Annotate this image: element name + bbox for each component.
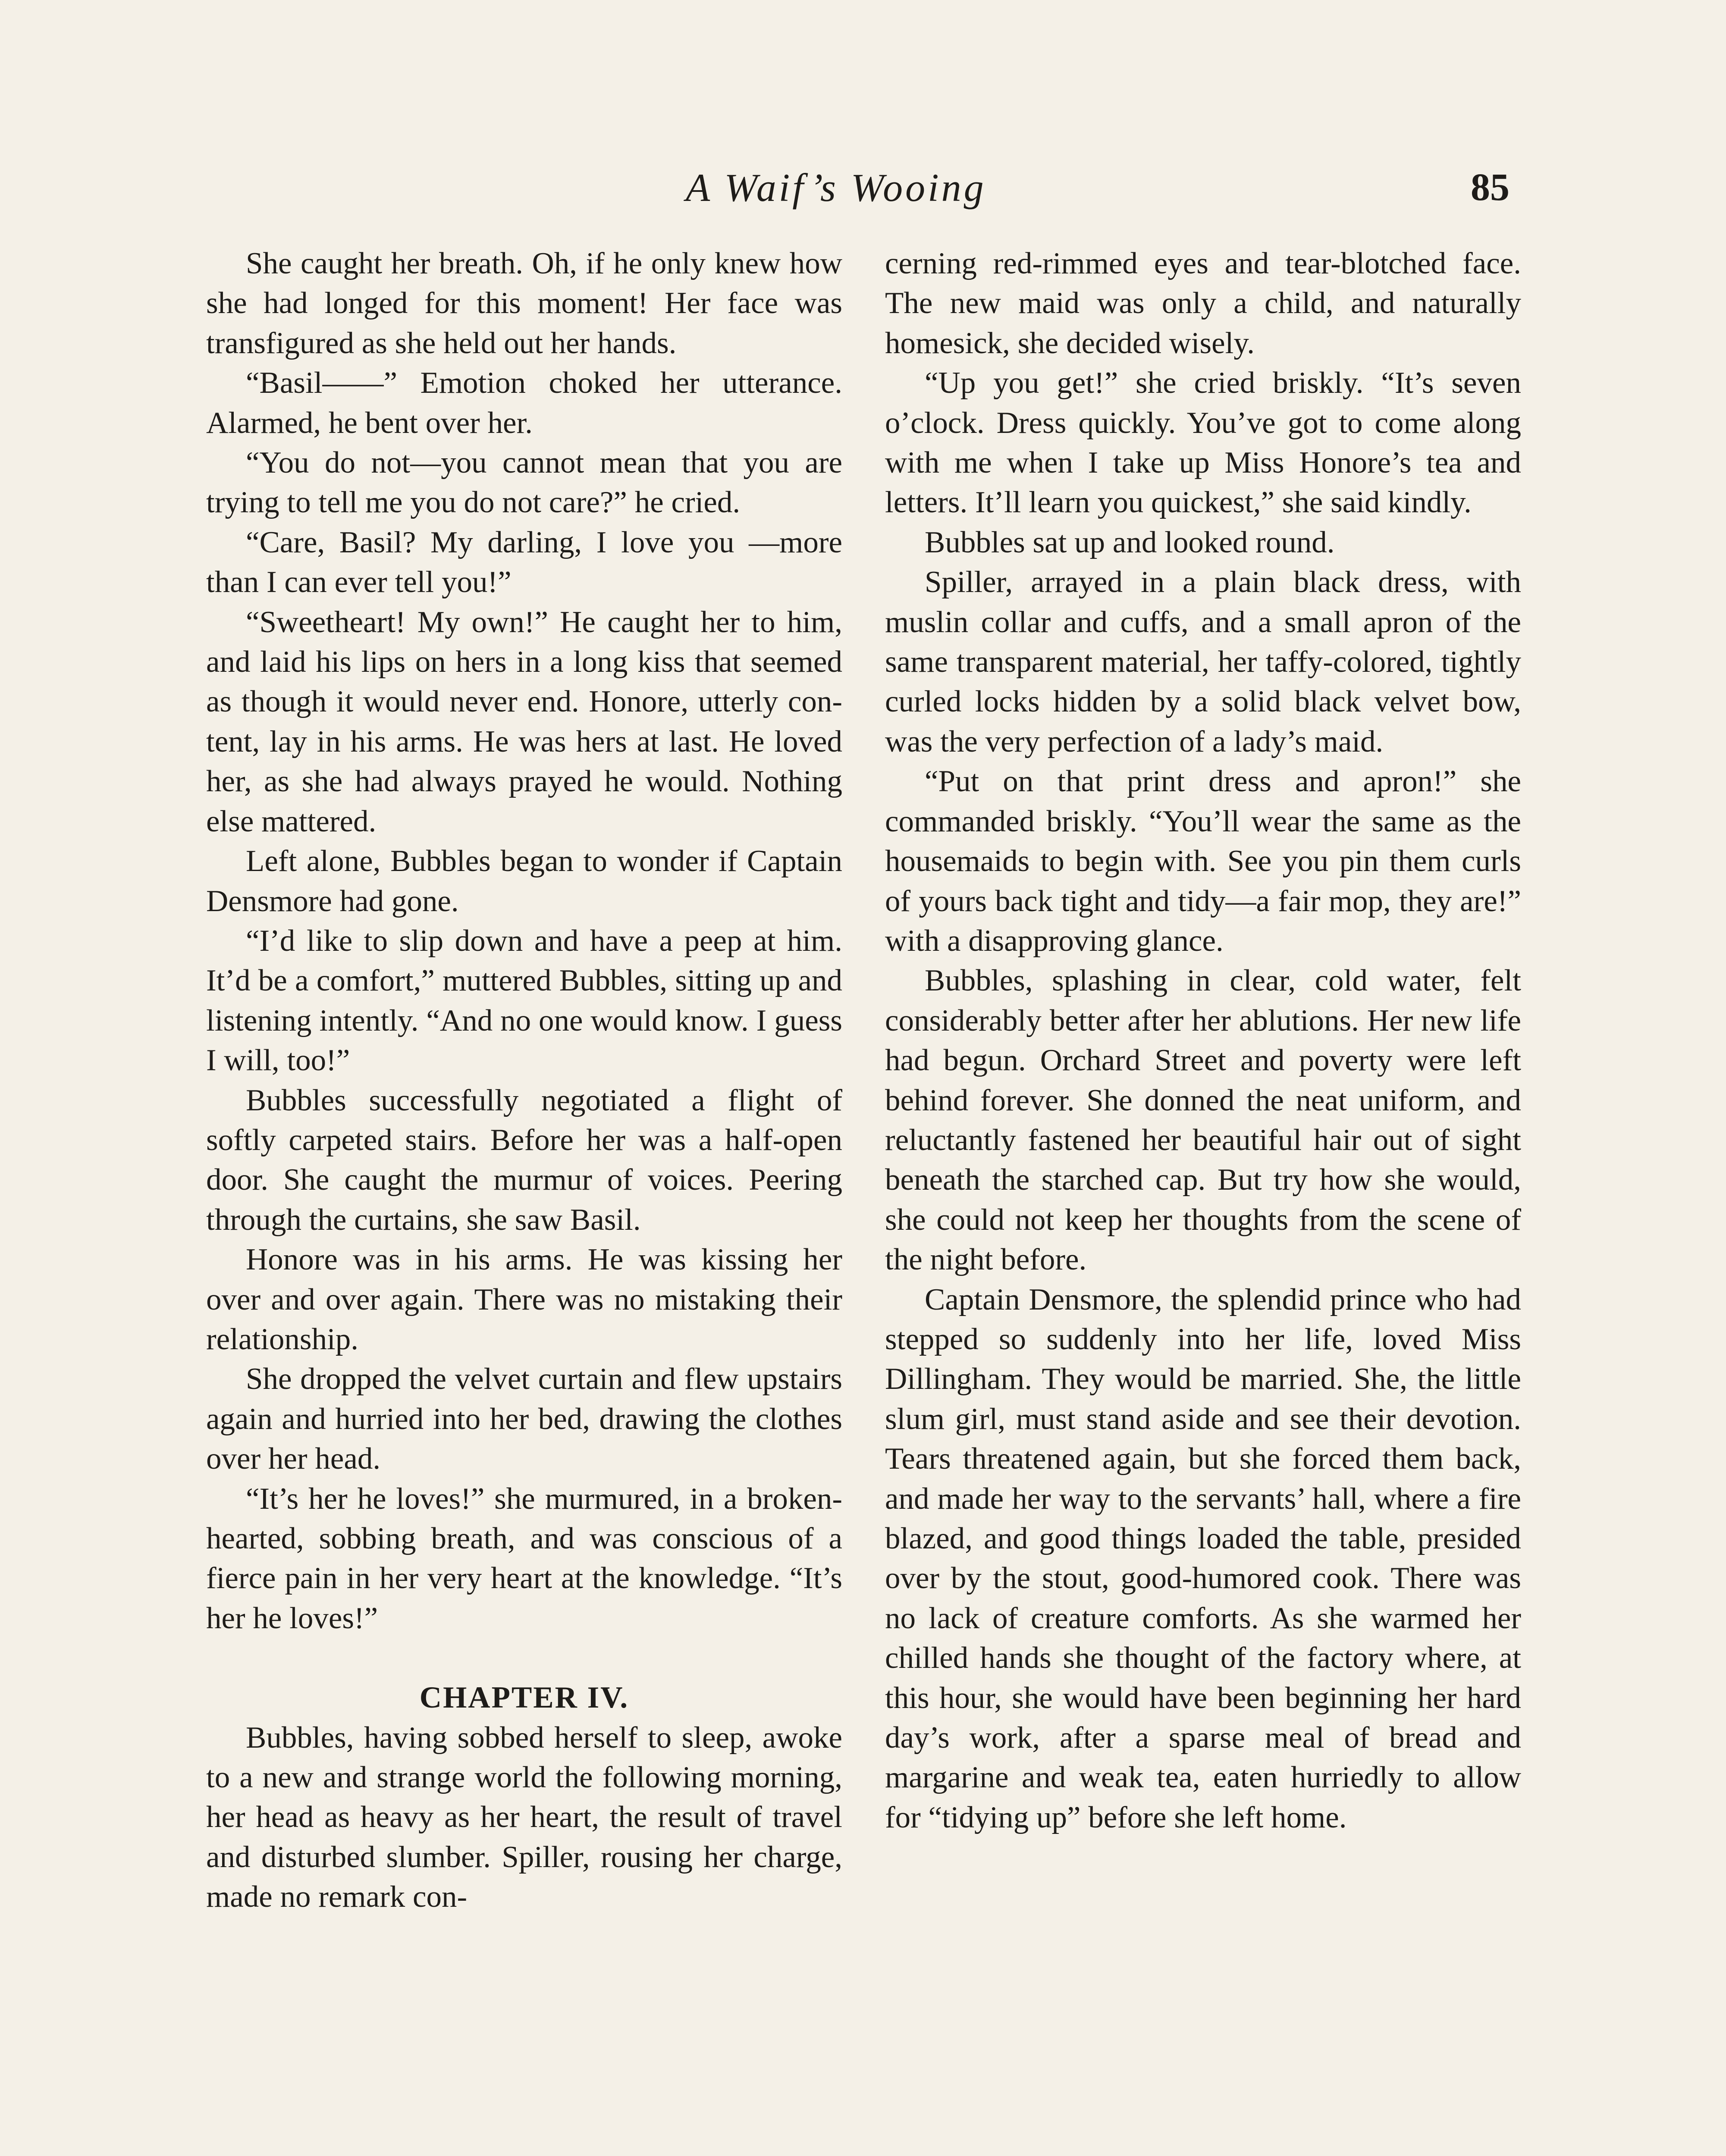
- paragraph: She caught her breath. Oh, if he only knew how she had longed for this moment! Her face was transfigured as she held out her hands.: [206, 247, 842, 360]
- paragraph: Spiller, arrayed in a plain black dress, with muslin collar and cuffs, and a small apron of the same transparent material, her taffy-colored, tightly curled locks hidden by a solid black velvet bow, was the very perfection of a lady’s maid.: [885, 565, 1521, 758]
- paragraph: Bubbles, having sobbed herself to sleep, awoke to a new and strange world the following morning, her head as heavy as her heart, the result of travel and disturbed slumber. Spiller, rousing her charge, made no remark con-: [206, 1720, 842, 1914]
- paragraph: “Basil——” Emotion choked her utterance. Alarmed, he bent over her.: [206, 366, 842, 440]
- running-title: A Waif’s Wooing: [686, 166, 986, 210]
- paragraph: Bubbles, splashing in clear, cold water, felt considerably better after her ablutions. Her new life had begun. Orchard Street and poverty were left behind forever. She donned the neat uniform, and reluctantly fastened her beautiful hair out of sight beneath the starched cap. But try how she would, she could not keep her thoughts from the scene of the night before.: [885, 964, 1521, 1277]
- paragraph: Honore was in his arms. He was kissing her over and over again. There was no mistaking their relationship.: [206, 1243, 842, 1356]
- right-column: [885, 244, 1521, 1837]
- page-header: [0, 160, 1726, 216]
- paragraph: Captain Densmore, the splendid prince who had stepped so suddenly into her life, loved Miss Dillingham. They would be married. She, the little slum girl, must stand aside and see their devotion. Tears threatened again, but she forced them back, and made her way to the servants’ hall, where a fire blazed, and good things loaded the table, presided over by the stout, good-humored cook. There was no lack of creature comforts. As she warmed her chilled hands she thought of the factory where, at this hour, she would have been beginning her hard day’s work, after a sparse meal of bread and margarine and weak tea, eaten hurriedly to allow for “tidying up” before she left home.: [885, 1282, 1521, 1834]
- chapter-heading: CHAPTER IV.: [419, 1681, 629, 1715]
- paragraph: Left alone, Bubbles began to wonder if Captain Densmore had gone.: [206, 844, 842, 918]
- paragraph: “Put on that print dress and apron!” she commanded briskly. “You’ll wear the same as the housemaids to begin with. See you pin them curls of yours back tight and tidy—a fair mop, they are!” with a disapproving glance.: [885, 765, 1521, 958]
- paragraph: “Care, Basil? My darling, I love you —more than I can ever tell you!”: [206, 525, 842, 599]
- left-column: [206, 244, 842, 1917]
- paragraph: “It’s her he loves!” she murmured, in a broken-hearted, sobbing breath, and was conscious of a fierce pain in her very heart at the knowledge. “It’s her he loves!”: [206, 1482, 842, 1635]
- paragraph: Bubbles successfully negotiated a flight of softly carpeted stairs. Before her was a half-open door. She caught the murmur of voices. Peering through the curtains, she saw Basil.: [206, 1083, 842, 1237]
- paragraph: She dropped the velvet curtain and flew upstairs again and hurried into her bed, drawing the clothes over her head.: [206, 1362, 842, 1476]
- continued-paragraph: cerning red-rimmed eyes and tear-blotched face. The new maid was only a child, and naturally homesick, she decided wisely.: [885, 247, 1521, 360]
- paragraph: Bubbles sat up and looked round.: [925, 525, 1335, 559]
- page-number: 85: [1471, 166, 1509, 209]
- paragraph: “Sweetheart! My own!” He caught her to him, and laid his lips on hers in a long kiss that seemed as though it would never end. Honore, utterly content, lay in his arms. He was hers at last. He loved her, as she had always prayed he would. Nothing else mattered.: [206, 605, 842, 838]
- paragraph: “You do not—you cannot mean that you are trying to tell me you do not care?” he cried.: [206, 446, 842, 520]
- paragraph: “I’d like to slip down and have a peep at him. It’d be a comfort,” muttered Bubbles, sitting up and listening intently. “And no one would know. I guess I will, too!”: [206, 924, 842, 1078]
- paragraph: “Up you get!” she cried briskly. “It’s seven o’clock. Dress quickly. You’ve got to come along with me when I take up Miss Honore’s tea and letters. It’ll learn you quickest,” she said kindly.: [885, 366, 1521, 520]
